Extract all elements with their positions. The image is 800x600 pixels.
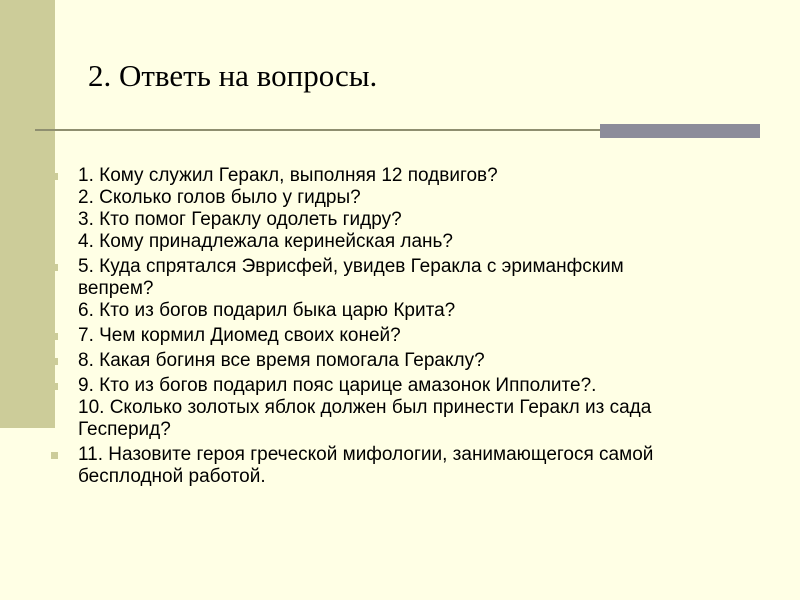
question-line: 5. Куда спрятался Эврисфей, увидев Геракла с эриманфским [78, 256, 624, 277]
square-bullet-icon [51, 383, 58, 390]
title-divider-block [600, 124, 760, 138]
question-line: 10. Сколько золотых яблок должен был принести Геракл из сада [78, 397, 652, 418]
question-line: 6. Кто из богов подарил быка царю Крита? [78, 300, 456, 321]
square-bullet-icon [51, 173, 58, 180]
question-line: бесплодной работой. [78, 466, 266, 487]
question-item [45, 165, 780, 253]
question-line: 9. Кто из богов подарил пояс царице амазонок Ипполите?. [78, 375, 597, 396]
square-bullet-icon [51, 264, 58, 271]
slide-title: 2. Ответь на вопросы. [88, 58, 378, 93]
question-item [45, 375, 780, 441]
question-line: вепрем? [78, 278, 154, 299]
question-line: 8. Какая богиня все время помогала Гераклу? [78, 350, 485, 371]
question-line: 7. Чем кормил Диомед своих коней? [78, 325, 401, 346]
question-item [45, 256, 780, 322]
question-list [45, 165, 780, 491]
question-line: 4. Кому принадлежала керинейская лань? [78, 231, 453, 252]
question-line: 1. Кому служил Геракл, выполняя 12 подвигов? [78, 165, 498, 186]
title-divider-line [35, 129, 600, 131]
square-bullet-icon [51, 452, 58, 459]
question-line: 3. Кто помог Гераклу одолеть гидру? [78, 209, 402, 230]
question-item [45, 325, 780, 347]
question-item [45, 350, 780, 372]
question-item [45, 444, 780, 488]
square-bullet-icon [51, 358, 58, 365]
question-line: Гесперид? [78, 419, 171, 440]
square-bullet-icon [51, 333, 58, 340]
question-line: 11. Назовите героя греческой мифологии, занимающегося самой [78, 444, 654, 465]
question-line: 2. Сколько голов было у гидры? [78, 187, 361, 208]
